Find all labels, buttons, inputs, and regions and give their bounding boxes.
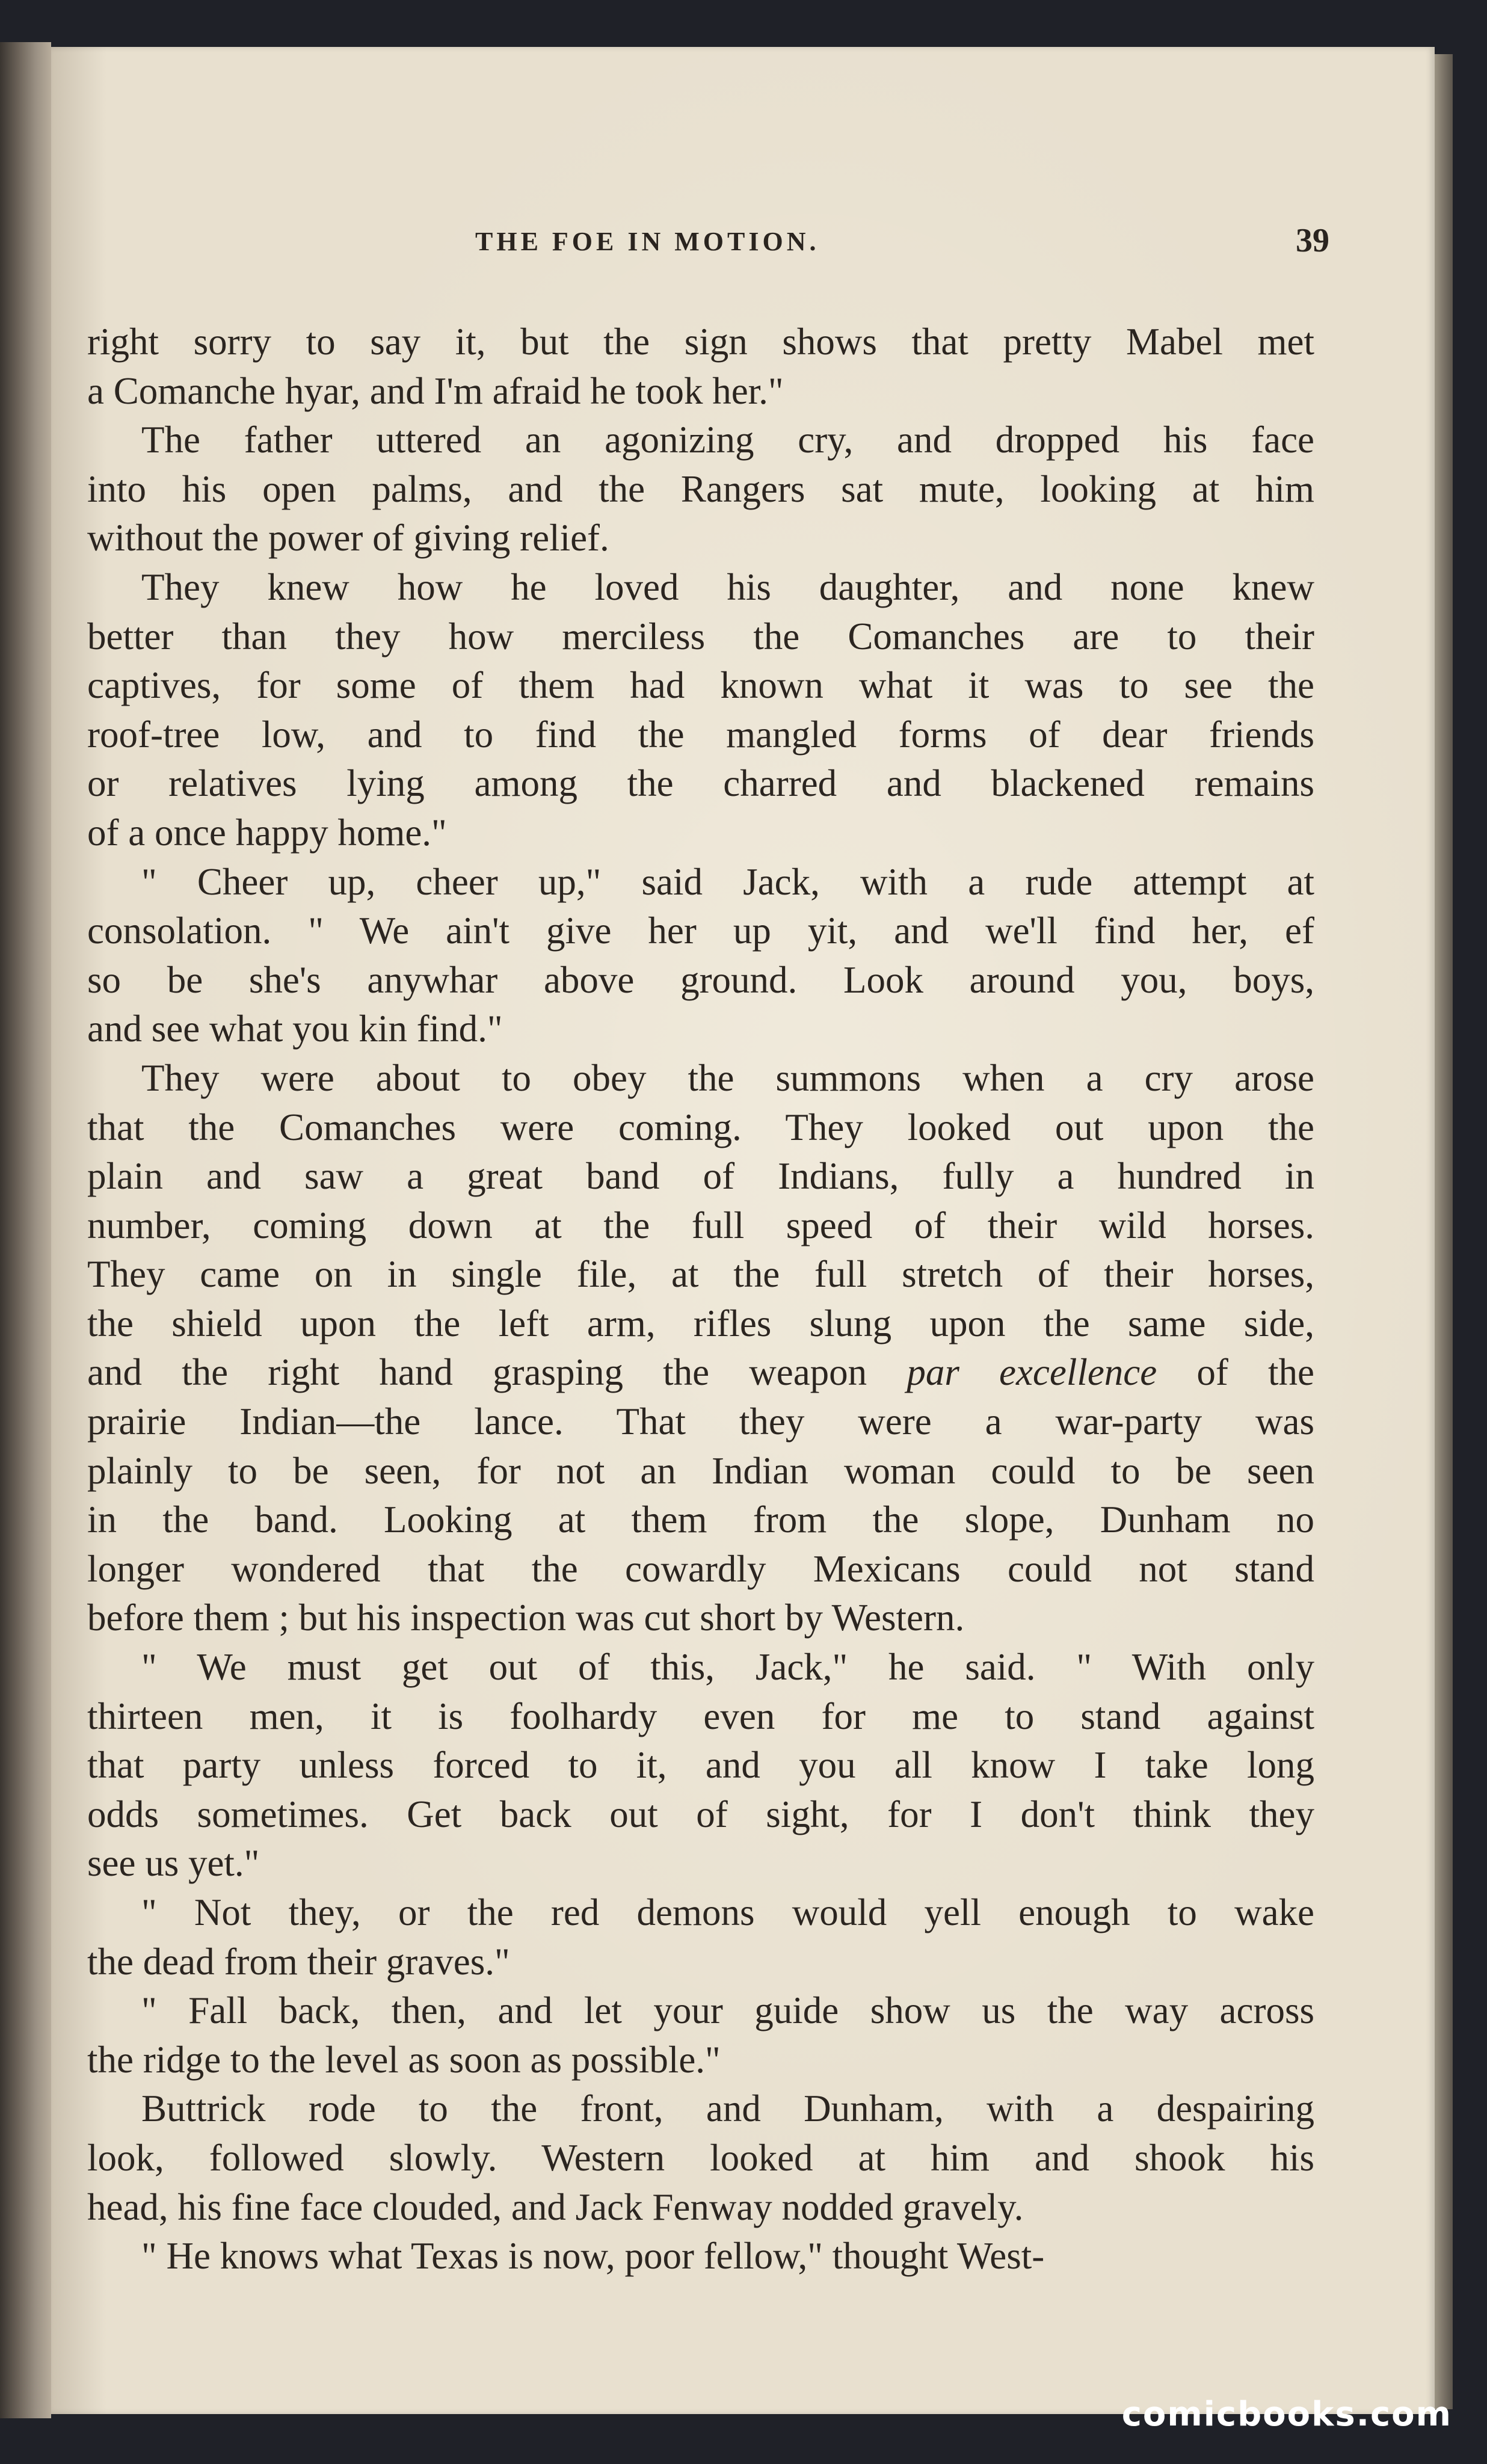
text-line: They came on in single file, at the full stretch of their horses, [87,1253,1314,1296]
paragraph [87,318,1314,416]
text-line: before them ; but his inspection was cut short by Western. [87,1597,965,1639]
text-line: captives, for some of them had known what it was to see the [87,664,1314,707]
text-line: a Comanche hyar, and I'm afraid he took her." [87,369,784,412]
paragraph [87,858,1314,1054]
paragraph [87,2232,1314,2281]
page [51,47,1435,2414]
text-line: " Cheer up, cheer up," said Jack, with a rude attempt at [141,860,1314,903]
paragraph [87,1054,1314,1643]
running-head [51,222,1435,262]
text-line: consolation. " We ain't give her up yit, and we'll find her, ef [87,910,1314,952]
italic-phrase: par excellence [907,1351,1157,1394]
text-line: or relatives lying among the charred and blackened remains [87,762,1314,805]
text-line: the shield upon the left arm, rifles slung upon the same side, [87,1302,1314,1344]
text-line: look, followed slowly. Western looked at him and shook his [87,2136,1314,2179]
body-text [87,318,1314,2281]
paragraph [87,1643,1314,1888]
text-line: see us yet." [87,1842,260,1885]
text-line: odds sometimes. Get back out of sight, for I don't think they [87,1793,1314,1835]
text-line: They knew how he loved his daughter, and none knew [141,565,1314,608]
text-line: longer wondered that the cowardly Mexicans could not stand [87,1547,1314,1590]
paragraph [87,563,1314,858]
text-line: " Fall back, then, and let your guide show us the way across [141,1989,1314,2032]
page-number: 39 [1296,222,1329,259]
paragraph [87,2084,1314,2232]
text-line: the ridge to the level as soon as possible." [87,2038,721,2081]
text-line: better than they how merciless the Comanches are to their [87,615,1314,658]
text-line: They were about to obey the summons when a cry arose [141,1056,1314,1099]
watermark: comicbooks.com [1121,2395,1452,2434]
text-line: and the right hand grasping the weapon par excellence of the [87,1351,1314,1394]
text-line: without the power of giving relief. [87,517,609,559]
text-line: prairie Indian—the lance. That they were a war-party was [87,1400,1314,1443]
text-line: number, coming down at the full speed of their wild horses. [87,1204,1314,1246]
text-line: Buttrick rode to the front, and Dunham, with a despairing [141,2087,1314,2130]
text-line: " Not they, or the red demons would yell enough to wake [141,1891,1314,1933]
book-binding [0,42,51,2418]
text-line: " We must get out of this, Jack," he said. " With only [141,1646,1314,1689]
text-line: roof-tree low, and to find the mangled forms of dear friends [87,713,1314,756]
text-line: thirteen men, it is foolhardy even for me to stand against [87,1695,1314,1737]
text-line: " He knows what Texas is now, poor fellow," thought West- [141,2235,1045,2278]
text-line: into his open palms, and the Rangers sat mute, looking at him [87,467,1314,510]
text-line: and see what you kin find." [87,1008,503,1050]
text-line: the dead from their graves." [87,1940,510,1983]
text-line: that party unless forced to it, and you all know I take long [87,1744,1314,1787]
text-line: head, his fine face clouded, and Jack Fenway nodded gravely. [87,2185,1024,2228]
text-line: in the band. Looking at them from the slope, Dunham no [87,1498,1314,1541]
text-line: of a once happy home." [87,811,447,854]
text-line: that the Comanches were coming. They looked out upon the [87,1106,1314,1148]
text-line: plainly to be seen, for not an Indian woman could to be seen [87,1449,1314,1492]
running-head-title: THE FOE IN MOTION. [475,227,820,256]
text-line: plain and saw a great band of Indians, fully a hundred in [87,1155,1314,1198]
page-edge [1435,54,1453,2409]
paragraph [87,1986,1314,2084]
paragraph [87,416,1314,563]
paragraph [87,1888,1314,1986]
text-line: The father uttered an agonizing cry, and dropped his face [141,419,1314,461]
text-line: right sorry to say it, but the sign shows that pretty Mabel met [87,321,1314,363]
text-line: so be she's anywhar above ground. Look around you, boys, [87,958,1314,1001]
